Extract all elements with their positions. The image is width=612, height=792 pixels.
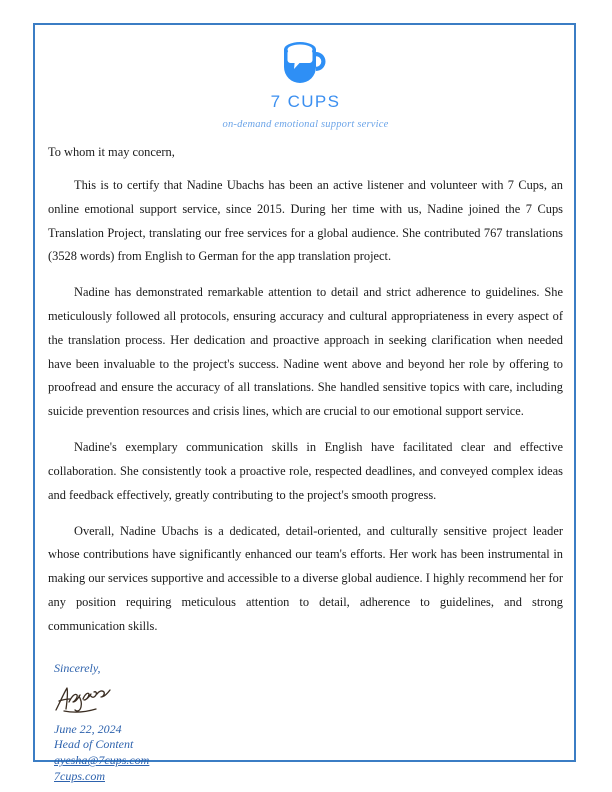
signature-date: June 22, 2024: [54, 721, 122, 736]
letter-content: [48, 40, 563, 785]
letter-paragraph-1: This is to certify that Nadine Ubachs has been an active listener and volunteer with 7 Cups, an online emotional support service, since 2015. During her time with us, Nadine joined the 7 Cups Translation Project, translating our free services for a global audience. She contributed 767 translations (3528 words) from English to German for the app translation project.: [48, 177, 563, 264]
brand-tagline: on-demand emotional support service: [222, 119, 389, 130]
closing-salutation: Sincerely,: [54, 660, 101, 675]
letter-paragraph-4: Overall, Nadine Ubachs is a dedicated, detail-oriented, and culturally sensitive project leader whose contributions have significantly enhanced our team's efforts. Her work has been instrumental in making our services supportive and accessible to a diverse global audience. I highly recommend her for any position requiring meticulous attention to detail, adherence to guidelines, and strong communication skills.: [48, 523, 563, 633]
salutation: To whom it may concern,: [48, 145, 175, 159]
signature-details: [48, 722, 563, 785]
letterhead: [48, 40, 563, 130]
signature-website-link[interactable]: 7cups.com: [54, 769, 105, 784]
signature-email-link[interactable]: ayesha@7cups.com: [54, 753, 150, 768]
letter-paragraph-3: Nadine's exemplary communication skills in English have facilitated clear and effective collaboration. She consistently took a proactive role, respected deadlines, and conveyed complex ideas and feedback effectively, greatly contributing to the project's smooth progress.: [48, 440, 563, 502]
letter-paragraph-2: Nadine has demonstrated remarkable attention to detail and strict adherence to guidelines. She meticulously followed all protocols, ensuring accuracy and cultural appropriateness in every aspect of the translation process. Her dedication and proactive approach in seeking clarification when needed have been invaluable to the project's success. Nadine went above and beyond her role by offering to proofread and ensure the accuracy of all translations. She handled sensitive topics with care, including suicide prevention resources and crisis lines, which are crucial to our emotional support service.: [48, 285, 563, 419]
handwritten-signature-ayesha: [52, 682, 114, 716]
signature-title: Head of Content: [54, 737, 134, 752]
brand-name: 7 CUPS: [270, 92, 341, 111]
coffee-cup-speech-bubble-icon: [279, 40, 333, 88]
